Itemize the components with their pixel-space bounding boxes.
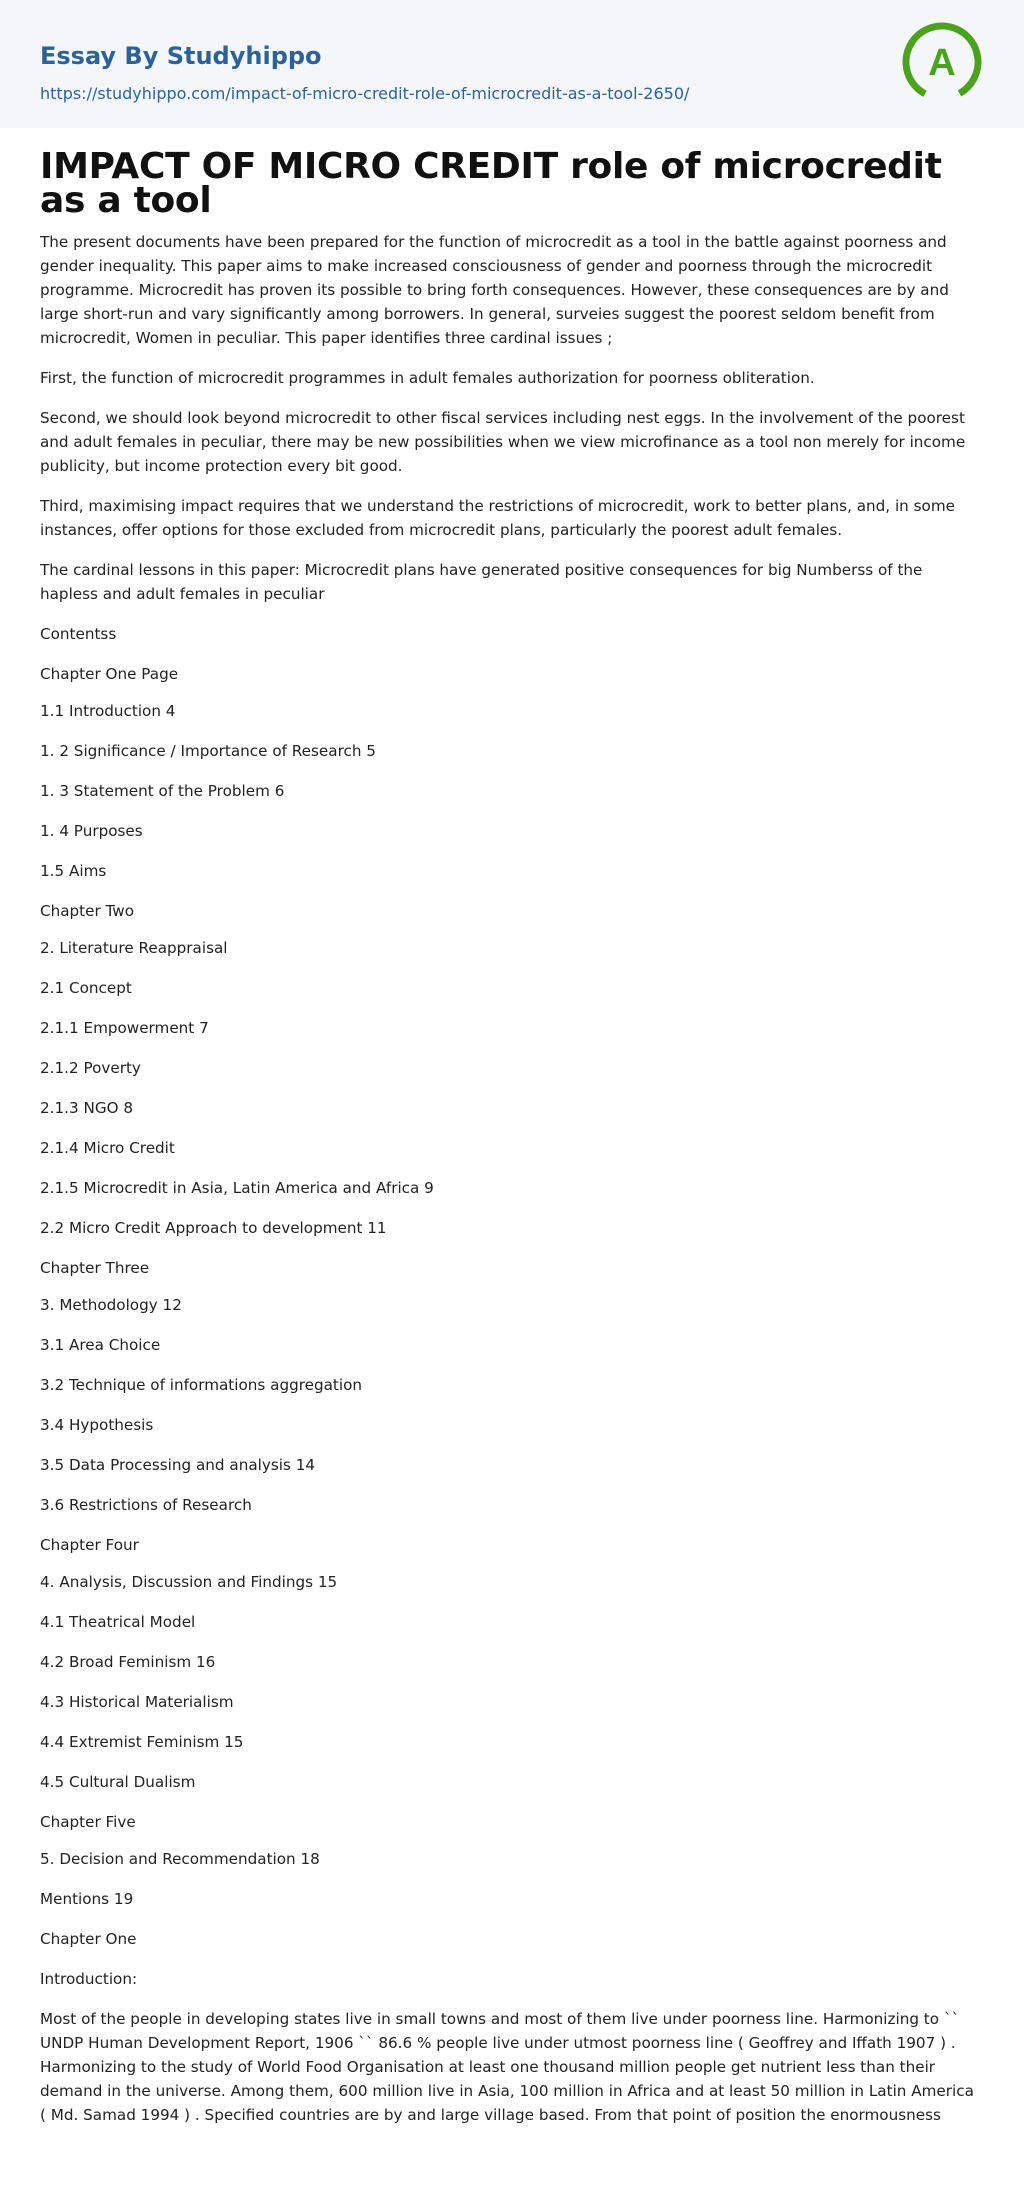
toc-item: Mentions 19 [40,1890,134,1908]
closing-paragraph: Most of the people in developing states live in small towns and most of them live under poorness line. Harmonizing to `` UNDP Human Development Report, 1906 `` 86.6 % people live under utmost poorness line ( Geoffrey and Iffath 1907 ) . Harmonizing to the study of World Food Organisation at least one thousand million people get nutrient less than their demand in the universe. Among them, 600 million live in Asia, 100 million in Africa and at least 50 million in Latin America ( Md. Samad 1994 ) . Specified countries are by and large village based. From that point of position the enormousness [40,2010,974,2124]
toc-item: 2.1.1 Empowerment 7 [40,1019,209,1037]
toc-item: Chapter One [40,1930,137,1948]
toc-item: 2.1 Concept [40,979,132,997]
toc-item: 4.2 Broad Feminism 16 [40,1653,216,1671]
brand-title: Essay By Studyhippo [40,42,322,70]
toc-item: 3.2 Technique of informations aggregation [40,1376,363,1394]
toc-item: 2.1.3 NGO 8 [40,1099,134,1117]
toc-item: 1.1 Introduction 4 [40,702,176,720]
essay-content [0,146,1024,2127]
toc-item: 2.1.4 Micro Credit [40,1139,175,1157]
toc-item: 5. Decision and Recommendation 18 [40,1850,320,1868]
toc-item: 2.2 Micro Credit Approach to development 11 [40,1219,387,1237]
intro-paragraph: First, the function of microcredit programmes in adult females authorization for poorness obliteration. [40,369,815,387]
intro-paragraph: The present documents have been prepared for the function of microcredit as a tool in the battle against poorness and gender inequality. This paper aims to make increased consciousness of gender and poorness through the microcredit programme. Microcredit has proven its possible to bring forth consequences. However, these consequences are by and large short-run and vary significantly among borrowers. In general, surveies suggest the poorest seldom benefit from microcredit, Women in peculiar. This paper identifies three cardinal issues ; [40,233,949,347]
toc-item: Introduction: [40,1970,138,1988]
toc-item: Contentss [40,625,117,643]
toc-item: 4.4 Extremist Feminism 15 [40,1733,244,1751]
toc-item: 4. Analysis, Discussion and Findings 15 [40,1573,338,1591]
toc-item: Chapter Four [40,1536,139,1554]
toc-item: 2.1.5 Microcredit in Asia, Latin America and Africa 9 [40,1179,434,1197]
logo-letter: A [928,42,956,84]
table-of-contents [40,622,980,1991]
intro-paragraph: Second, we should look beyond microcredit to other fiscal services including nest eggs. In the involvement of the poorest and adult females in peculiar, there may be new possibilities when we view microfinance as a tool non merely for income publicity, but income protection every bit good. [40,409,966,475]
intro-paragraph: The cardinal lessons in this paper: Microcredit plans have generated positive consequences for big Numberss of the hapless and adult females in peculiar [40,561,923,603]
essay-url-link[interactable]: https://studyhippo.com/impact-of-micro-credit-role-of-microcredit-as-a-tool-2650/ [40,84,690,103]
toc-item: 4.5 Cultural Dualism [40,1773,196,1791]
toc-item: Chapter Five [40,1813,136,1831]
toc-item: 4.3 Historical Materialism [40,1693,234,1711]
intro-paragraph: Third, maximising impact requires that we understand the restrictions of microcredit, work to better plans, and, in some instances, offer options for those excluded from microcredit plans, particularly the poorest adult females. [40,497,955,539]
essay-title: IMPACT OF MICRO CREDIT role of microcredit as a tool [40,146,942,221]
toc-item: 4.1 Theatrical Model [40,1613,196,1631]
site-header [0,0,1024,128]
toc-item: 3.5 Data Processing and analysis 14 [40,1456,316,1474]
toc-item: Chapter One Page [40,665,179,683]
toc-item: 3.4 Hypothesis [40,1416,154,1434]
toc-item: 3.1 Area Choice [40,1336,161,1354]
toc-item: 3.6 Restrictions of Research [40,1496,252,1514]
studyhippo-logo-icon[interactable] [898,18,986,106]
toc-item: 1. 2 Significance / Importance of Research 5 [40,742,376,760]
toc-item: 1.5 Aims [40,862,107,880]
toc-item: 1. 4 Purposes [40,822,143,840]
toc-item: 1. 3 Statement of the Problem 6 [40,782,285,800]
toc-item: Chapter Three [40,1259,150,1277]
toc-item: 2.1.2 Poverty [40,1059,141,1077]
toc-item: Chapter Two [40,902,135,920]
toc-item: 2. Literature Reappraisal [40,939,228,957]
toc-item: 3. Methodology 12 [40,1296,182,1314]
